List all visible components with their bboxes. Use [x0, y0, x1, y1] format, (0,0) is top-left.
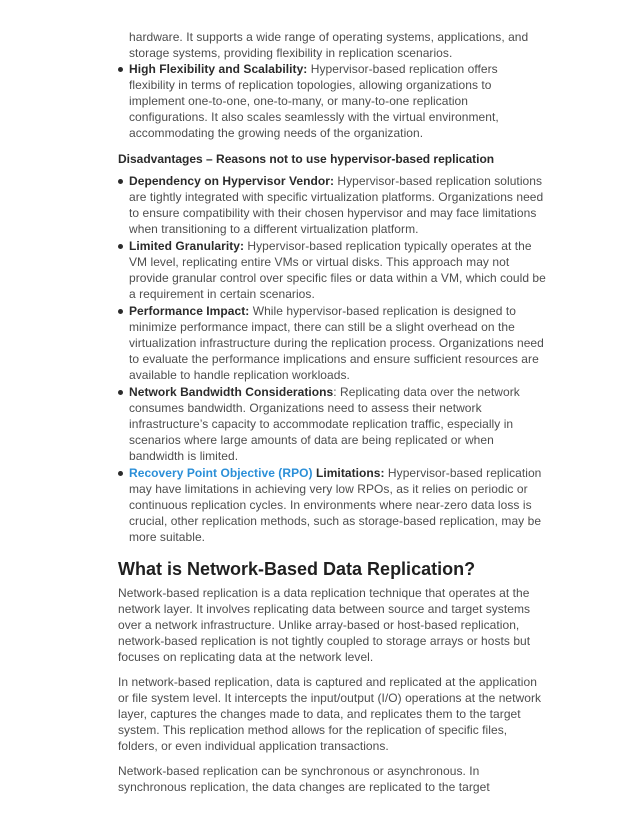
item-title: Performance Impact: — [129, 304, 250, 318]
item-body: Hypervisor-based replication may have limitations in achieving very low RPOs, as it relies on periodic or continuous replication cycles. In environments where near-zero data loss is crucial, other replication methods, such as storage-based replication, may be more suitable. — [129, 466, 542, 544]
bullet-icon — [118, 309, 123, 314]
item-title: Limitations: — [312, 466, 385, 480]
item-title: Network Bandwidth Considerations — [129, 385, 334, 399]
item-title: High Flexibility and Scalability: — [129, 62, 308, 76]
paragraph: In network-based replication, data is captured and replicated at the application or file system level. It intercepts the input/output (I/O) operations at the network layer, captures the changes made to data, and replicates them to the target system. This replication method allows for the replication of specific files, folders, or even individual application transactions. — [118, 675, 542, 753]
list-item — [118, 61, 546, 141]
item-title: Dependency on Hypervisor Vendor: — [129, 174, 334, 188]
paragraph: Network-based replication is a data replication technique that operates at the network layer. It involves replicating data between source and target systems over a network infrastructure. Unlike array-based or host-based replication, network-based replication is not tightly coupled to storage arrays or hosts but focuses on replicating data at the network level. — [118, 586, 531, 664]
list-item — [118, 173, 546, 237]
bullet-icon — [118, 471, 123, 476]
item-body: While hypervisor-based replication is designed to minimize performance impact, there can still be a slight overhead on the virtualization infrastructure during the replication process. Organizations need to evaluate the performance implications and ensure sufficient resources are available to handle replication workloads. — [129, 304, 544, 382]
item-body: : Replicating data over the network consumes bandwidth. Organizations need to assess their network infrastructure’s capacity to accommodate replication traffic, especially in scenarios where large amounts of data are being replicated or when bandwidth is limited. — [129, 385, 520, 463]
document-page — [118, 26, 546, 804]
section-title: What is Network-Based Data Replication? — [118, 559, 476, 579]
bullet-icon — [118, 179, 123, 184]
disadvantages-heading: Disadvantages – Reasons not to use hypervisor-based replication — [118, 152, 495, 166]
rpo-link[interactable]: Recovery Point Objective (RPO) — [129, 466, 313, 480]
item-body: Hypervisor-based replication offers flexibility in terms of replication topologies, allowing organizations to implement one-to-one, one-to-many, or many-to-one replication configurations. It also scales seamlessly with the virtual environment, accommodating the growing needs of the organization. — [129, 62, 499, 140]
item-body: Hypervisor-based replication solutions are tightly integrated with specific virtualization platforms. Organizations need to ensure compatibility with their chosen hypervisor and may face limitations when transitioning to a different virtualization platform. — [129, 174, 544, 236]
bullet-icon — [118, 67, 123, 72]
paragraph: Network-based replication can be synchronous or asynchronous. In synchronous replication, the data changes are replicated to the target — [118, 764, 490, 794]
list-item — [118, 303, 546, 383]
bullet-icon — [118, 390, 123, 395]
list-item — [118, 238, 546, 302]
item-body: Hypervisor-based replication typically operates at the VM level, replicating entire VMs or virtual disks. This approach may not provide granular control over specific files or data within a VM, which could be a requirement in certain scenarios. — [129, 239, 546, 301]
disadvantages-list — [118, 173, 546, 545]
intro-continuation: hardware. It supports a wide range of operating systems, applications, and storage systems, providing flexibility in replication scenarios. — [129, 30, 529, 60]
list-item — [118, 465, 546, 545]
advantages-list — [118, 61, 546, 141]
bullet-icon — [118, 244, 123, 249]
item-title: Limited Granularity: — [129, 239, 245, 253]
list-item — [118, 384, 546, 464]
